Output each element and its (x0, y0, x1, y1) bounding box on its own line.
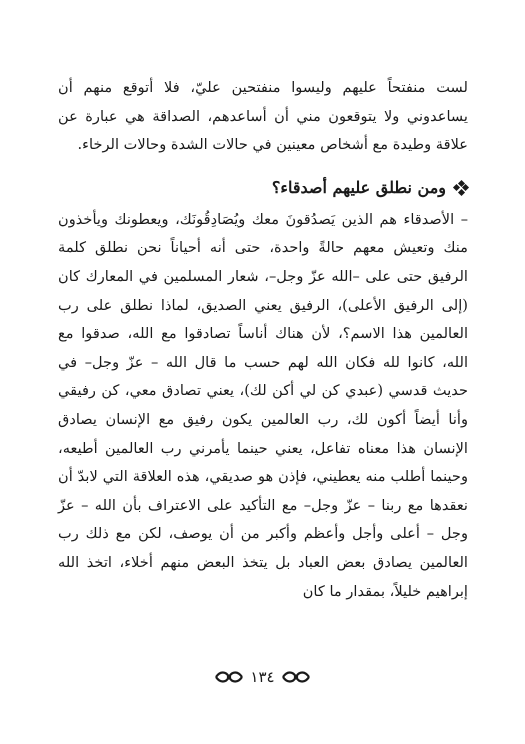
page-number: ١٣٤ (250, 668, 275, 686)
right-ornament-icon (214, 670, 244, 684)
left-ornament-icon (281, 670, 311, 684)
body-paragraph: – الأصدقاء هم الذين يَصدُقونَ معك ويُصَادِقُونَك، ويعطونك ويأخذون منك وتعيش معهم حالةً واحدة، حتى أنه أحياناً نحن نطلق كلمة الرفيق حتى على –الله عزّ وجل–، شعار المسلمين في المعارك كان (إلى الرفيق الأعلى)، الرفيق يعني الصديق، لماذا نطلق على رب العالمين هذا الاسم؟، لأن هناك أناساً تصادقوا مع الله، صدقوا مع الله، كانوا لله فكان الله لهم حسب ما قال الله – عزّ وجل– في حديث قدسي (عبدي كن لي أكن لك)، يعني تصادق معي، كن رفيقي وأنا أيضاً أكون لك، رب العالمين يكون رفيق مع الإنسان يصادق الإنسان هذا معناه تفاعل، يعني حينما يأمرني رب العالمين أطيعه، وحينما أطلب منه يعطيني، فإذن هو صديقي، هذه العلاقة التي لابدّ أن نعقدها مع ربنا – عزّ وجل– مع التأكيد على الاعتراف بأن الله – عزّ وجل – أعلى وأجل وأعظم وأكبر من أن يوصف، لكن مع ذلك رب العالمين يصادق بعض العباد بل يتخذ البعض منهم أخلاء، اتخذ الله إبراهيم خليلاً، بمقدار ما كان (58, 210, 468, 600)
diamond-bullet-icon (454, 181, 468, 195)
section-heading-text: ومن نطلق عليهم أصدقاء؟ (271, 177, 446, 197)
page-footer (0, 668, 525, 686)
page-text-block (58, 74, 468, 606)
section-heading (58, 174, 468, 202)
intro-paragraph: لست منفتحاً عليهم وليسوا منفتحين عليّ، فلا أتوقع منهم أن يساعدوني ولا يتوقعون مني أن أساعدهم، الصداقة هي عبارة عن علاقة وطيدة مع أشخاص معينين في حالات الشدة وحالات الرخاء. (58, 79, 468, 154)
